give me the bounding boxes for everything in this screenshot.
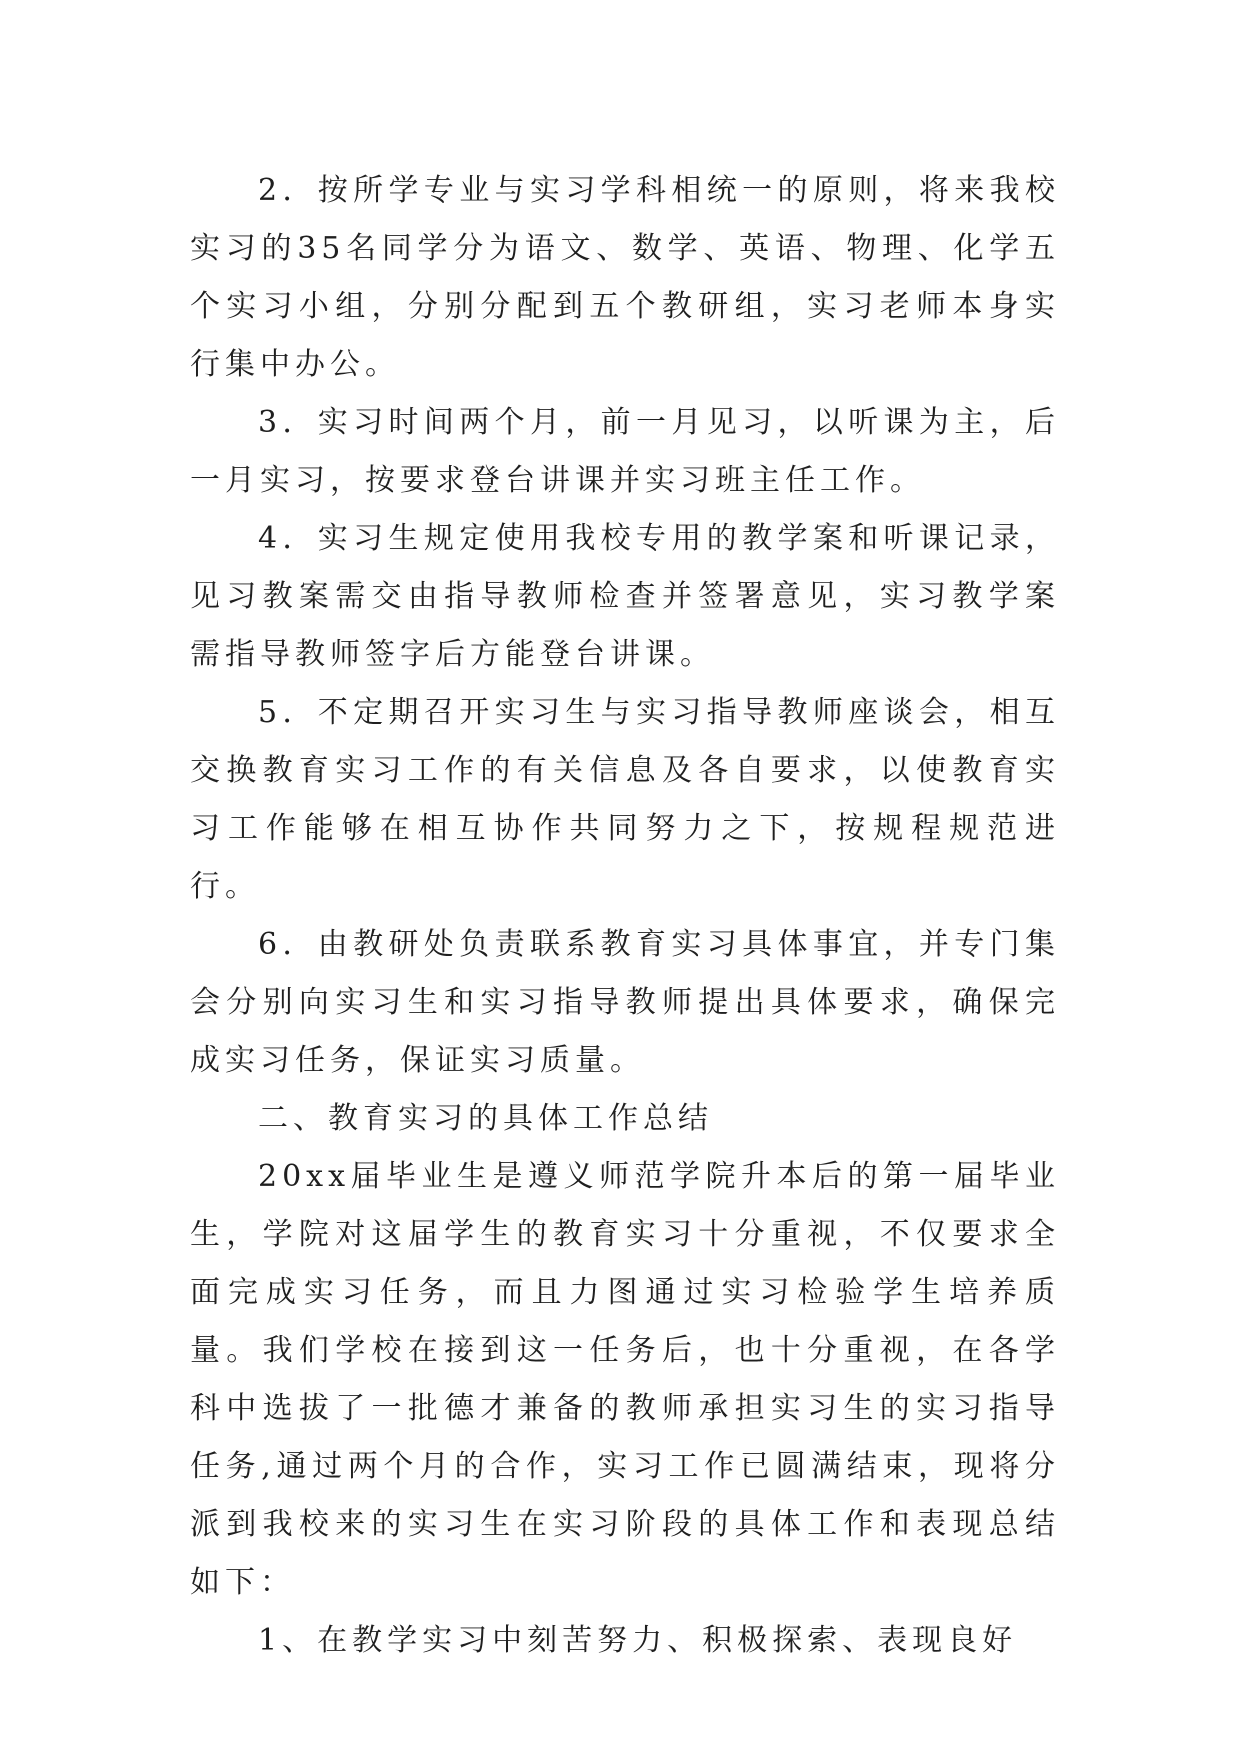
section-heading: 二、教育实习的具体工作总结 (258, 1101, 713, 1136)
paragraph-item-2: 2．按所学专业与实习学科相统一的原则，将来我校实习的35名同学分为语文、数学、英语、物理、化学五个实习小组，分别分配到五个教研组，实习老师本身实行集中办公。 (190, 173, 1060, 382)
paragraph-item-4: 4．实习生规定使用我校专用的教学案和听课记录，见习教案需交由指导教师检查并签署意见，实习教学案需指导教师签字后方能登台讲课。 (190, 521, 1060, 672)
summary-paragraph: 20xx届毕业生是遵义师范学院升本后的第一届毕业生，学院对这届学生的教育实习十分重视，不仅要求全面完成实习任务，而且力图通过实习检验学生培养质量。我们学校在接到这一任务后，也十分重视，在各学科中选拔了一批德才兼备的教师承担实习生的实习指导任务,通过两个月的合作，实习工作已圆满结束，现将分派到我校来的实习生在实习阶段的具体工作和表现总结如下： (190, 1159, 1060, 1600)
subsection-heading: 1、在教学实习中刻苦努力、积极探索、表现良好 (258, 1623, 1018, 1658)
paragraph-item-6: 6．由教研处负责联系教育实习具体事宜，并专门集会分别向实习生和实习指导教师提出具体要求，确保完成实习任务，保证实习质量。 (190, 927, 1060, 1078)
paragraph-item-5: 5．不定期召开实习生与实习指导教师座谈会，相互交换教育实习工作的有关信息及各自要求，以使教育实习工作能够在相互协作共同努力之下，按规程规范进行。 (190, 695, 1060, 904)
document-body (190, 162, 1060, 1670)
paragraph-item-3: 3．实习时间两个月，前一月见习，以听课为主，后一月实习，按要求登台讲课并实习班主任工作。 (190, 405, 1060, 498)
